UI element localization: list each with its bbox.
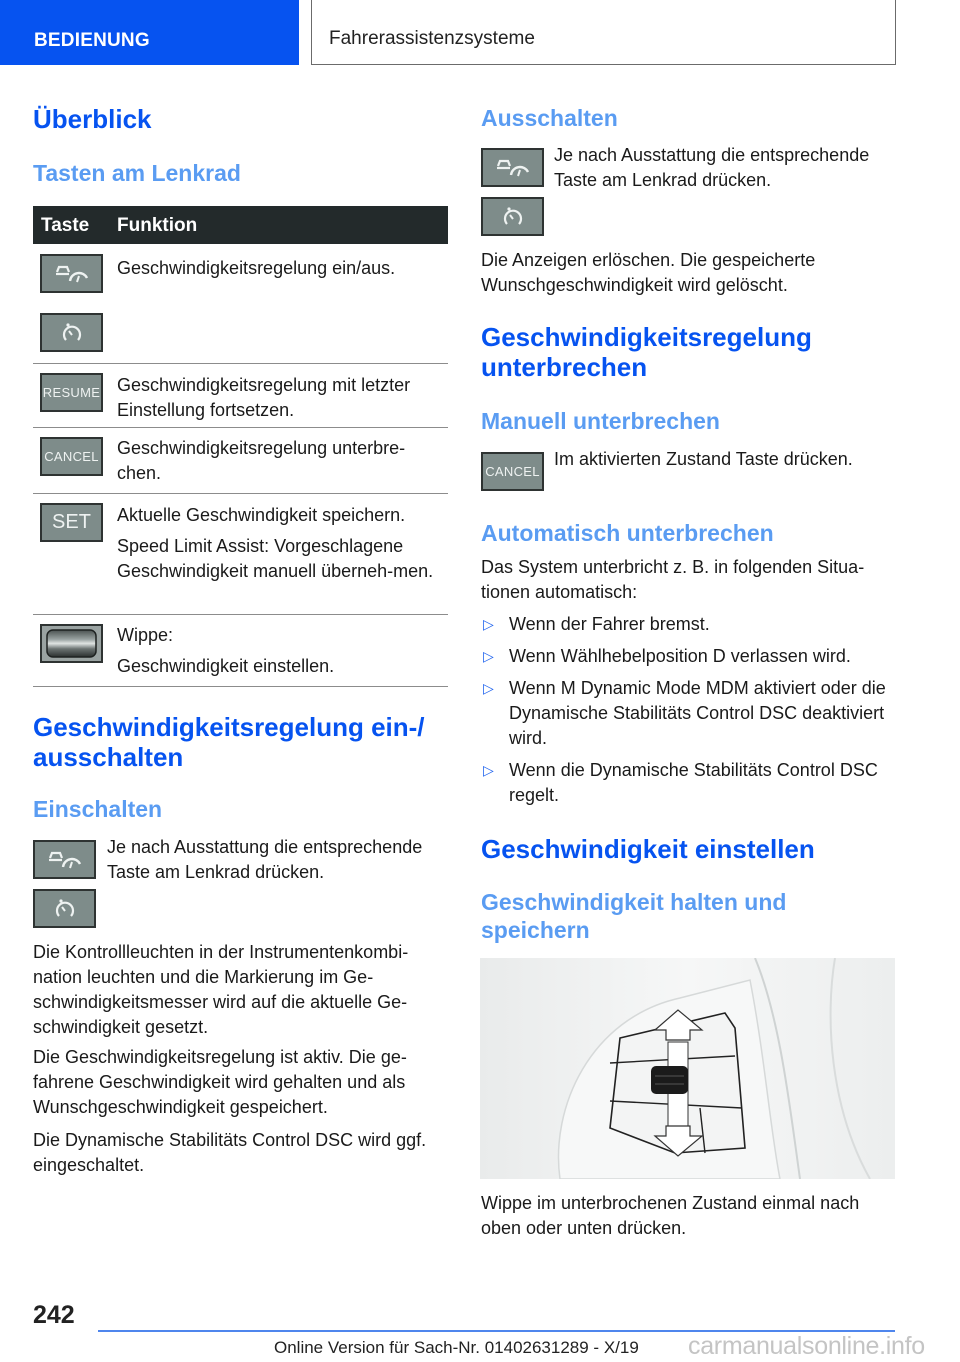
rocker-switch-icon xyxy=(44,627,99,660)
chapter-tab xyxy=(311,0,896,65)
automatisch-title: Automatisch unterbrechen xyxy=(481,520,774,546)
speedometer-key xyxy=(33,889,96,928)
table-row xyxy=(33,244,448,364)
steering-wheel-rocker-image xyxy=(480,958,895,1179)
rocker-key xyxy=(40,624,103,663)
title-line: Geschwindigkeit halten und xyxy=(481,889,787,915)
function-text: Speed Limit Assist: Vorgeschlagene Geschwindigkeit manuell überneh-men. xyxy=(117,536,434,581)
function-text: Geschwindigkeitsregelung mit letzter Einstellung fortsetzen. xyxy=(117,375,411,420)
title-line: speichern xyxy=(481,917,590,943)
einschalten-title: Einschalten xyxy=(33,796,163,822)
keys-subtitle: Tasten am Lenkrad xyxy=(33,160,241,186)
manuell-text: Im aktivierten Zustand Taste drücken. xyxy=(554,449,853,469)
triangle-bullet-icon: ▷ xyxy=(483,680,494,696)
triangle-bullet-icon: ▷ xyxy=(483,762,494,778)
cruise-control-key xyxy=(481,148,544,187)
triangle-bullet-icon: ▷ xyxy=(483,616,494,632)
cruise-control-icon xyxy=(496,158,530,178)
table-row xyxy=(33,615,448,687)
function-text: Geschwindigkeit einstellen. xyxy=(117,656,335,676)
watermark: carmanualsonline.info xyxy=(688,1332,925,1360)
cancel-key: CANCEL xyxy=(481,452,544,491)
einschalten-instruction: Je nach Ausstattung die entsprechende Taste am Lenkrad drücken. xyxy=(107,837,423,882)
list-item-text: Wenn M Dynamic Mode MDM aktiviert oder die Dynamische Stabilitäts Control DSC deaktiviert wird. xyxy=(509,678,886,748)
function-text: Aktuelle Geschwindigkeit speichern. xyxy=(117,505,406,525)
cruise-control-key xyxy=(40,254,103,293)
function-text: Wippe: xyxy=(117,625,174,645)
header-function: Funktion xyxy=(117,215,198,236)
list-item-text: Wenn der Fahrer bremst. xyxy=(509,614,710,634)
section-title: BEDIENUNG xyxy=(34,30,150,51)
title-line: unterbrechen xyxy=(481,352,648,382)
speedometer-icon xyxy=(502,206,524,228)
halten-title xyxy=(481,888,786,944)
einschalten-paragraph-3: Die Dynamische Stabilitäts Control DSC wird ggf. eingeschaltet. xyxy=(33,1130,427,1175)
list-item-text: Wenn Wählhebelposition D verlassen wird. xyxy=(509,646,851,666)
section-title-set-speed: Geschwindigkeit einstellen xyxy=(481,834,815,864)
einschalten-paragraph-2: Die Geschwindigkeitsregelung ist aktiv. Die ge-fahrene Geschwindigkeit wird gehalten und als Wunschgeschwindigkeit gespeichert. xyxy=(33,1047,407,1117)
speedometer-key xyxy=(481,197,544,236)
title-line: Geschwindigkeitsregelung ein-/ xyxy=(33,712,425,742)
function-text: Geschwindigkeitsregelung unterbre-chen. xyxy=(117,438,406,483)
photo-caption: Wippe im unterbrochenen Zustand einmal nach oben oder unten drücken. xyxy=(481,1193,860,1238)
ausschalten-title: Ausschalten xyxy=(481,105,618,131)
table-row xyxy=(33,364,448,428)
speedometer-icon xyxy=(54,898,76,920)
cruise-control-key xyxy=(33,840,96,879)
section-title-interrupt xyxy=(481,322,812,382)
manuell-title: Manuell unterbrechen xyxy=(481,408,720,434)
table-row xyxy=(33,428,448,494)
cruise-control-icon xyxy=(55,264,89,284)
cancel-key: CANCEL xyxy=(40,437,103,476)
header-key: Taste xyxy=(41,215,90,236)
list-item-text: Wenn die Dynamische Stabilitäts Control DSC regelt. xyxy=(509,760,878,805)
chapter-title: Fahrerassistenzsysteme xyxy=(329,28,535,49)
table-row xyxy=(33,494,448,615)
speedometer-key xyxy=(40,313,103,352)
steering-wheel-illustration xyxy=(480,958,895,1179)
title-line: ausschalten xyxy=(33,742,184,772)
title-line: Geschwindigkeitsregelung xyxy=(481,322,812,352)
automatisch-intro: Das System unterbricht z. B. in folgenden Situa-tionen automatisch: xyxy=(481,557,865,602)
keys-table xyxy=(33,206,448,687)
table-header xyxy=(33,206,448,244)
cruise-control-icon xyxy=(48,850,82,870)
set-key: SET xyxy=(40,503,103,542)
page-number: 242 xyxy=(33,1301,75,1329)
speedometer-icon xyxy=(61,322,83,344)
footer-version-text: Online Version für Sach-Nr. 01402631289 - X/19 xyxy=(274,1338,639,1357)
section-tab xyxy=(0,0,299,65)
page-title: Überblick xyxy=(33,104,152,134)
resume-key: RESUME xyxy=(40,373,103,412)
einschalten-paragraph-1: Die Kontrollleuchten in der Instrumentenkombi-nation leuchten und die Markierung im Ge-schwindigkeitsmesser wird auf die aktuelle Ge-schwindigkeit gesetzt. xyxy=(33,942,409,1037)
triangle-bullet-icon: ▷ xyxy=(483,648,494,664)
ausschalten-paragraph: Die Anzeigen erlöschen. Die gespeicherte Wunschgeschwindigkeit wird gelöscht. xyxy=(481,250,816,295)
function-text: Geschwindigkeitsregelung ein/aus. xyxy=(117,258,396,278)
section-title-on-off xyxy=(33,712,425,772)
ausschalten-instruction: Je nach Ausstattung die entsprechende Taste am Lenkrad drücken. xyxy=(554,145,870,190)
